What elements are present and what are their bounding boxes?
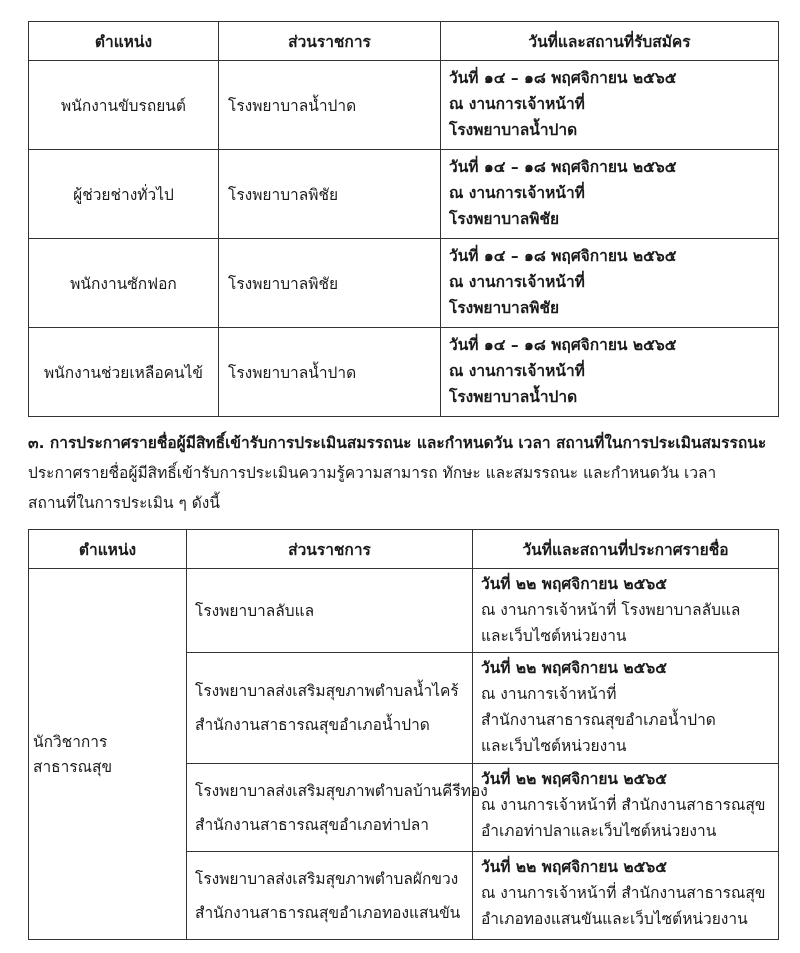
header-date-place: วันที่และสถานที่รับสมัคร — [441, 22, 779, 61]
table-header-row — [29, 22, 779, 61]
date-place-cell — [441, 239, 779, 328]
agency-cell: โรงพยาบาลพิชัย — [219, 239, 441, 328]
section-3 — [28, 428, 788, 518]
date-text: วันที่ ๑๔ – ๑๘ พฤศจิกายน ๒๕๖๕ — [449, 69, 677, 87]
table-row — [29, 239, 779, 328]
place-text: ณ งานการเจ้าหน้าที่ โรงพยาบาลลับแล — [481, 601, 741, 619]
header-date-place: วันที่และสถานที่ประกาศรายชื่อ — [473, 530, 779, 569]
place-text: และเว็บไซต์หน่วยงาน — [481, 627, 627, 645]
agency-cell: โรงพยาบาลน้ำปาด — [219, 328, 441, 417]
section-3-body-line: สถานที่ในการประเมิน ๆ ดังนี้ — [28, 494, 220, 512]
header-position: ตำแหน่ง — [29, 22, 219, 61]
agency-text: โรงพยาบาลลับแล — [195, 601, 315, 620]
place-text: สำนักงานสาธารณสุขอำเภอน้ำปาด — [481, 711, 716, 729]
date-text: วันที่ ๒๒ พฤศจิกายน ๒๕๖๕ — [481, 858, 667, 876]
date-text: วันที่ ๒๒ พฤศจิกายน ๒๕๖๕ — [481, 770, 667, 788]
place-text: ณ งานการเจ้าหน้าที่ — [449, 184, 585, 202]
position-cell: ผู้ช่วยช่างทั่วไป — [29, 150, 219, 239]
place-text: ณ งานการเจ้าหน้าที่ สำนักงานสาธารณสุข — [481, 884, 766, 902]
agency-cell — [187, 764, 488, 852]
place-text: ณ งานการเจ้าหน้าที่ — [449, 362, 585, 380]
date-text: วันที่ ๑๔ – ๑๘ พฤศจิกายน ๒๕๖๕ — [449, 247, 677, 265]
announcement-schedule-table — [28, 529, 779, 940]
agency-cell: โรงพยาบาลน้ำปาด — [219, 61, 441, 150]
agency-text: โรงพยาบาลส่งเสริมสุขภาพตำบลบ้านคีรีทอง — [195, 781, 488, 800]
place-text: โรงพยาบาลพิชัย — [449, 210, 560, 228]
place-text: ณ งานการเจ้าหน้าที่ — [449, 273, 585, 291]
place-text: ณ งานการเจ้าหน้าที่ สำนักงานสาธารณสุข — [481, 796, 766, 814]
position-cell: พนักงานขับรถยนต์ — [29, 61, 219, 150]
date-text: วันที่ ๑๔ – ๑๘ พฤศจิกายน ๒๕๖๕ — [449, 336, 677, 354]
agency-cell: โรงพยาบาลพิชัย — [219, 150, 441, 239]
agency-text: โรงพยาบาลส่งเสริมสุขภาพตำบลผักขวง — [195, 869, 459, 888]
date-place-cell — [473, 852, 779, 940]
section-3-heading: ๓. การประกาศรายชื่อผู้มีสิทธิ์เข้ารับการประเมินสมรรถนะ และกำหนดวัน เวลา สถานที่ในการประเมินสมรรถนะ — [28, 434, 767, 452]
date-place-cell — [473, 764, 779, 852]
place-text: โรงพยาบาลพิชัย — [449, 299, 560, 317]
table-row — [29, 150, 779, 239]
place-text: อำเภอทองแสนขันและเว็บไซต์หน่วยงาน — [481, 910, 748, 928]
place-text: ณ งานการเจ้าหน้าที่ — [449, 95, 585, 113]
date-place-cell — [473, 569, 779, 653]
place-text: อำเภอท่าปลาและเว็บไซต์หน่วยงาน — [481, 822, 717, 840]
place-text: โรงพยาบาลน้ำปาด — [449, 121, 578, 139]
agency-cell — [187, 653, 473, 764]
date-place-cell — [473, 653, 779, 764]
application-schedule-table — [28, 21, 779, 417]
place-text: โรงพยาบาลน้ำปาด — [449, 388, 578, 406]
table-header-row — [29, 530, 779, 569]
header-agency: ส่วนราชการ — [187, 530, 473, 569]
table-row — [29, 328, 779, 417]
agency-text: สำนักงานสาธารณสุขอำเภอท่าปลา — [195, 815, 429, 834]
agency-text: โรงพยาบาลส่งเสริมสุขภาพตำบลน้ำไคร้ — [195, 682, 459, 700]
position-cell: พนักงานช่วยเหลือคนไข้ — [29, 328, 219, 417]
section-3-body-line: ประกาศรายชื่อผู้มีสิทธิ์เข้ารับการประเมินความรู้ความสามารถ ทักษะ และสมรรถนะ และกำหนดวัน เวลา — [28, 464, 717, 482]
place-text: ณ งานการเจ้าหน้าที่ — [481, 685, 617, 703]
date-text: วันที่ ๒๒ พฤศจิกายน ๒๕๖๕ — [481, 575, 667, 593]
header-agency: ส่วนราชการ — [219, 22, 441, 61]
place-text: และเว็บไซต์หน่วยงาน — [481, 737, 627, 755]
agency-cell — [187, 569, 473, 653]
header-position: ตำแหน่ง — [29, 530, 187, 569]
position-cell: นักวิชาการสาธารณสุข — [29, 569, 187, 940]
date-text: วันที่ ๑๔ – ๑๘ พฤศจิกายน ๒๕๖๕ — [449, 158, 677, 176]
agency-cell — [187, 852, 473, 940]
date-place-cell — [441, 150, 779, 239]
table-row — [29, 569, 779, 653]
date-place-cell — [441, 61, 779, 150]
position-cell: พนักงานซักฟอก — [29, 239, 219, 328]
table-row — [29, 61, 779, 150]
date-text: วันที่ ๒๒ พฤศจิกายน ๒๕๖๕ — [481, 659, 667, 677]
agency-text: สำนักงานสาธารณสุขอำเภอทองแสนขัน — [195, 903, 461, 922]
agency-text: สำนักงานสาธารณสุขอำเภอน้ำปาด — [195, 716, 430, 734]
date-place-cell — [441, 328, 779, 417]
